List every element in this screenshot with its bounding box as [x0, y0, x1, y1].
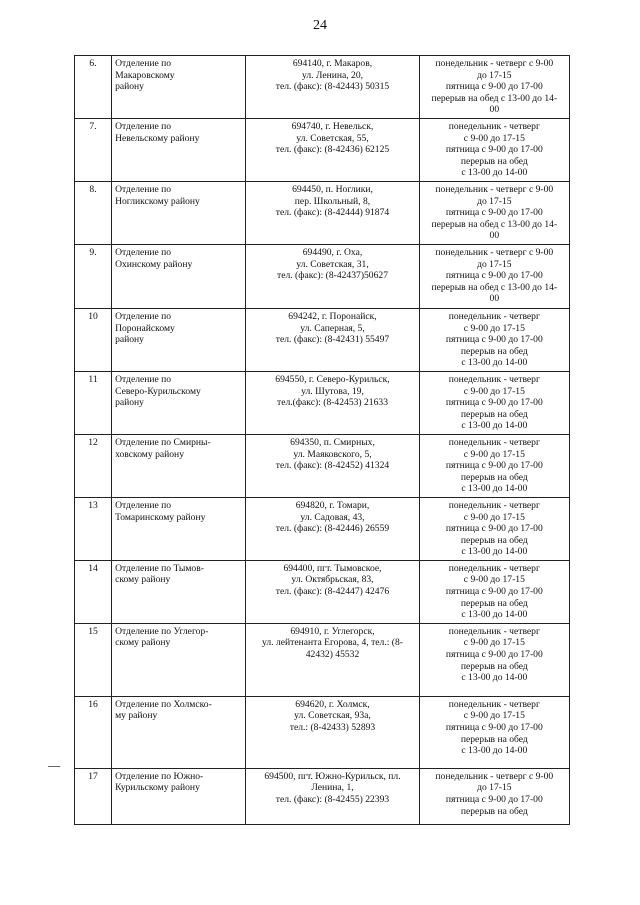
office-name-line: Отделение по [115, 121, 172, 132]
office-hours-line: пятница с 9-00 до 17-00 [445, 523, 543, 535]
office-address-line: ул. Маяковского, 5, [293, 448, 372, 460]
row-number: 15 [75, 623, 112, 696]
office-name-line: Отделение по Южно- [115, 770, 204, 782]
office-hours-line: до 17-15 [477, 258, 512, 270]
office-name-line: Отделение по [115, 184, 172, 195]
office-hours-line: понедельник - четверг [448, 373, 540, 385]
office-address [246, 371, 419, 434]
office-name-line: Курильскому району [115, 782, 200, 794]
office-address-line: ул. Советская, 31, [296, 258, 369, 270]
office-hours-line: с 13-00 до 14-00 [461, 483, 528, 495]
office-address-line: тел. (факс): (8-42446) 26559 [275, 523, 390, 535]
office-address-line: пер. Школьный, 8, [294, 195, 371, 207]
office-address-line: 694140, г. Макаров, [292, 58, 373, 69]
office-hours [419, 371, 569, 434]
office-hours-line: перерыв на обед [460, 733, 528, 745]
office-address [246, 56, 419, 119]
office-name [112, 623, 246, 696]
office-address-line: 694490, г. Оха, [302, 247, 363, 258]
row-number: 7. [75, 119, 112, 182]
office-hours-line: с 13-00 до 14-00 [461, 745, 528, 757]
office-address-line: 694400, пгт. Тымовское, [283, 562, 382, 574]
office-hours-line: понедельник - четверг [448, 499, 540, 511]
office-address [246, 119, 419, 182]
office-hours-line: с 13-00 до 14-00 [461, 167, 528, 179]
office-name-line: Отделение по Углегор- [115, 625, 209, 637]
office-address-line: 694620, г. Холмск, [295, 698, 370, 710]
office-hours-line: перерыв на обед с 13-00 до 14- [431, 218, 558, 230]
office-address-line: 694550, г. Северо-Курильск, [275, 373, 390, 385]
office-hours-line: перерыв на обед с 13-00 до 14- [431, 281, 558, 293]
offices-table [74, 55, 570, 825]
office-name-line: Охинскому району [115, 258, 193, 270]
offices-table-body [75, 56, 570, 825]
office-address-line: ул. Ленина, 20, [301, 69, 364, 81]
table-row [75, 309, 570, 372]
office-name [112, 182, 246, 245]
office-name-line: Отделение по Смирны- [115, 436, 211, 448]
office-hours-line: с 9-00 до 17-15 [463, 710, 525, 722]
office-hours-line: до 17-15 [477, 69, 512, 81]
office-address [246, 309, 419, 372]
office-name-line: Отделение по [115, 58, 172, 69]
office-hours [419, 245, 569, 309]
table-row [75, 182, 570, 245]
office-address-line: ул. лейтенанта Егорова, 4, тел.: (8- [262, 637, 403, 649]
office-name [112, 56, 246, 119]
office-hours-line: пятница с 9-00 до 17-00 [445, 649, 543, 661]
office-address [246, 623, 419, 696]
page-number: 24 [313, 18, 327, 33]
office-hours-line: понедельник - четверг [448, 311, 540, 322]
office-address-line: тел. (факс): (8-42443) 50315 [275, 81, 390, 93]
office-hours [419, 696, 569, 768]
office-hours-line: понедельник - четверг [448, 562, 540, 574]
row-number: 8. [75, 182, 112, 245]
row-number: 13 [75, 497, 112, 560]
row-number: 12 [75, 434, 112, 497]
office-hours-line: пятница с 9-00 до 17-00 [445, 207, 543, 219]
table-row [75, 119, 570, 182]
row-number: 9. [75, 245, 112, 309]
office-hours [419, 497, 569, 560]
office-hours-line: пятница с 9-00 до 17-00 [445, 144, 543, 156]
office-hours-line: понедельник - четверг с 9-00 [435, 247, 554, 258]
office-hours-line: пятница с 9-00 до 17-00 [445, 460, 543, 472]
office-hours [419, 182, 569, 245]
office-hours-line: понедельник - четверг [448, 698, 540, 710]
office-address [246, 245, 419, 309]
office-hours [419, 623, 569, 696]
office-address-line: 694740, г. Невельск, [291, 121, 374, 132]
office-address-line: тел. (факс): (8-42452) 41324 [275, 460, 390, 472]
office-name-line: Ногликскому району [115, 195, 200, 207]
office-address-line: тел. (факс): (8-42431) 55497 [275, 334, 390, 346]
office-hours-line: перерыв на обед [460, 155, 528, 167]
office-address-line: 694820, г. Томари, [295, 499, 370, 511]
office-name-line: району [115, 81, 144, 93]
row-number: 17 [75, 768, 112, 824]
row-number: 14 [75, 560, 112, 623]
office-name-line: Поронайскому [115, 322, 175, 334]
office-hours-line: понедельник - четверг с 9-00 [435, 770, 554, 782]
office-hours-line: 00 [489, 104, 500, 116]
office-hours [419, 56, 569, 119]
office-name [112, 434, 246, 497]
office-address-line: ул. Советская, 55, [296, 132, 369, 144]
row-number: 16 [75, 696, 112, 768]
office-hours-line: пятница с 9-00 до 17-00 [445, 81, 543, 93]
office-hours-line: с 9-00 до 17-15 [463, 574, 525, 586]
office-hours-line: 00 [489, 293, 500, 305]
office-name-line: району [115, 334, 144, 346]
office-name-line: скому району [115, 637, 171, 649]
office-hours-line: перерыв на обед [460, 805, 528, 817]
office-hours [419, 309, 569, 372]
office-address-line: тел.: (8-42433) 52893 [289, 722, 376, 734]
office-hours-line: пятница с 9-00 до 17-00 [445, 722, 543, 734]
office-name-line: Отделение по [115, 247, 172, 258]
office-hours-line: с 9-00 до 17-15 [463, 322, 525, 334]
table-row [75, 245, 570, 309]
office-hours-line: перерыв на обед [460, 345, 528, 357]
table-row [75, 371, 570, 434]
office-name [112, 497, 246, 560]
office-address-line: тел. (факс): (8-42444) 91874 [275, 207, 390, 219]
office-hours-line: с 13-00 до 14-00 [461, 672, 528, 684]
office-hours [419, 119, 569, 182]
office-hours-line: пятница с 9-00 до 17-00 [445, 397, 543, 409]
office-hours-line: пятница с 9-00 до 17-00 [445, 794, 543, 806]
office-address [246, 560, 419, 623]
office-hours-line: понедельник - четверг [448, 121, 540, 132]
office-address-line: ул. Советская, 93а, [294, 710, 371, 722]
office-name [112, 371, 246, 434]
office-hours [419, 560, 569, 623]
office-name-line: Невельскому району [115, 132, 200, 144]
office-address [246, 768, 419, 824]
table-row [75, 768, 570, 824]
office-hours-line: пятница с 9-00 до 17-00 [445, 586, 543, 598]
office-hours-line: понедельник - четверг с 9-00 [435, 184, 554, 195]
office-name-line: ховскому району [115, 448, 184, 460]
table-row [75, 56, 570, 119]
office-name [112, 119, 246, 182]
table-row [75, 623, 570, 696]
office-name-line: Отделение по Тымов- [115, 562, 204, 574]
office-address-line: тел. (факс): (8-42455) 22393 [275, 794, 390, 806]
margin-mark [48, 766, 60, 767]
office-hours-line: с 9-00 до 17-15 [463, 448, 525, 460]
office-name [112, 560, 246, 623]
office-hours-line: перерыв на обед [460, 534, 528, 546]
office-address-line: тел.(факс): (8-42453) 21633 [277, 397, 388, 409]
office-name-line: му району [115, 710, 158, 722]
office-name-line: скому району [115, 574, 171, 586]
office-name-line: Томаринскому району [115, 511, 206, 523]
office-name [112, 768, 246, 824]
office-hours-line: с 13-00 до 14-00 [461, 420, 528, 432]
office-hours-line: перерыв на обед [460, 471, 528, 483]
office-hours-line: перерыв на обед [460, 660, 528, 672]
office-address-line: 694450, п. Ноглики, [292, 184, 373, 195]
office-address-line: 42432) 45532 [305, 649, 360, 661]
office-hours-line: понедельник - четверг с 9-00 [435, 58, 554, 69]
office-hours-line: перерыв на обед [460, 597, 528, 609]
office-address-line: ул. Октябрьская, 83, [291, 574, 374, 586]
office-hours-line: пятница с 9-00 до 17-00 [445, 334, 543, 346]
office-address-line: 694910, г. Углегорск, [290, 625, 375, 637]
office-hours-line: с 9-00 до 17-15 [463, 637, 525, 649]
office-address-line: 694350, п. Смирных, [290, 436, 375, 448]
table-row [75, 434, 570, 497]
office-name-line: Отделение по [115, 311, 172, 322]
office-address [246, 497, 419, 560]
office-hours-line: перерыв на обед с 13-00 до 14- [431, 92, 558, 104]
office-address-line: 694500, пгт. Южно-Курильск, пл. [264, 770, 401, 782]
row-number: 6. [75, 56, 112, 119]
office-hours-line: с 9-00 до 17-15 [463, 385, 525, 397]
office-address-line: ул. Садовая, 43, [300, 511, 365, 523]
office-address-line: тел. (факс): (8-42437)50627 [277, 270, 388, 282]
office-address [246, 434, 419, 497]
office-name-line: Отделение по [115, 499, 172, 511]
office-hours-line: до 17-15 [477, 195, 512, 207]
office-hours-line: до 17-15 [477, 782, 512, 794]
office-hours-line: понедельник - четверг [448, 625, 540, 637]
table-row [75, 560, 570, 623]
office-address-line: 694242, г. Поронайск, [288, 311, 377, 322]
office-name-line: району [115, 397, 144, 409]
office-name-line: Отделение по [115, 373, 172, 385]
office-hours-line: пятница с 9-00 до 17-00 [445, 270, 543, 282]
office-hours-line: с 13-00 до 14-00 [461, 546, 528, 558]
office-name [112, 309, 246, 372]
office-hours-line: с 9-00 до 17-15 [463, 511, 525, 523]
office-name [112, 245, 246, 309]
office-hours-line: 00 [489, 230, 500, 242]
table-row [75, 696, 570, 768]
row-number: 10 [75, 309, 112, 372]
office-address-line: ул. Шутова, 19, [301, 385, 364, 397]
row-number: 11 [75, 371, 112, 434]
office-hours-line: с 13-00 до 14-00 [461, 609, 528, 621]
office-address [246, 696, 419, 768]
office-address-line: тел. (факс): (8-42447) 42476 [275, 586, 390, 598]
office-hours-line: с 13-00 до 14-00 [461, 357, 528, 369]
office-name-line: Северо-Курильскому [115, 385, 201, 397]
office-hours-line: перерыв на обед [460, 408, 528, 420]
office-address [246, 182, 419, 245]
office-address-line: ул. Саперная, 5, [300, 322, 365, 334]
office-hours-line: с 9-00 до 17-15 [463, 132, 525, 144]
office-name [112, 696, 246, 768]
office-hours [419, 434, 569, 497]
office-name-line: Макаровскому [115, 69, 175, 81]
table-row [75, 497, 570, 560]
office-hours [419, 768, 569, 824]
office-hours-line: понедельник - четверг [448, 436, 540, 448]
office-address-line: Ленина, 1, [311, 782, 354, 794]
office-name-line: Отделение по Холмско- [115, 698, 212, 710]
office-address-line: тел. (факс): (8-42436) 62125 [275, 144, 390, 156]
